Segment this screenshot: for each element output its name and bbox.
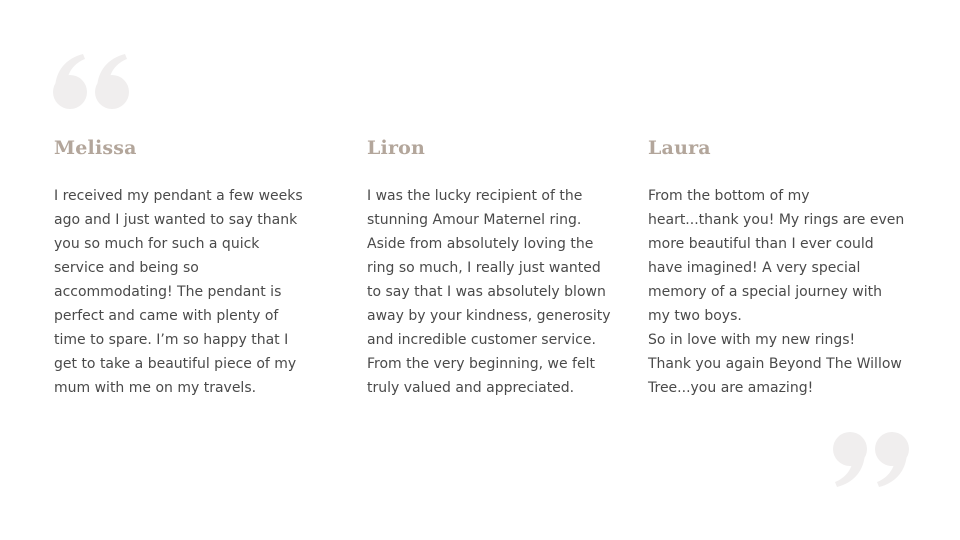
testimonial-text: [648, 184, 905, 400]
testimonial-line: truly valued and appreciated.: [367, 380, 575, 396]
testimonial-line: I was the lucky recipient of the: [367, 188, 583, 204]
double-quote-close-icon: [831, 431, 909, 487]
testimonial-name: Laura: [648, 137, 711, 159]
testimonial-line: and incredible customer service.: [367, 332, 596, 348]
testimonial-name: Liron: [367, 137, 426, 159]
testimonial-line: you so much for such a quick: [54, 236, 260, 252]
testimonial-text: [367, 184, 611, 400]
testimonial-line: From the bottom of my: [648, 188, 810, 204]
testimonial-line: heart...thank you! My rings are even: [648, 212, 905, 228]
testimonial-line: have imagined! A very special: [648, 260, 861, 276]
testimonial-laura: [648, 132, 905, 400]
testimonial-line: perfect and came with plenty of: [54, 308, 279, 324]
testimonial-line: So in love with my new rings!: [648, 332, 856, 348]
testimonial-name: Melissa: [54, 137, 137, 159]
testimonial-line: From the very beginning, we felt: [367, 356, 595, 372]
testimonial-line: stunning Amour Maternel ring.: [367, 212, 582, 228]
testimonial-line: more beautiful than I ever could: [648, 236, 874, 252]
double-quote-open-icon: [53, 54, 131, 110]
testimonial-line: to say that I was absolutely blown: [367, 284, 606, 300]
testimonial-line: ring so much, I really just wanted: [367, 260, 601, 276]
testimonial-line: service and being so: [54, 260, 199, 276]
testimonial-line: ago and I just wanted to say thank: [54, 212, 298, 228]
testimonial-line: memory of a special journey with: [648, 284, 882, 300]
testimonial-line: accommodating! The pendant is: [54, 284, 282, 300]
testimonial-line: Thank you again Beyond The Willow: [648, 356, 902, 372]
testimonial-liron: [367, 132, 611, 400]
testimonial-line: Aside from absolutely loving the: [367, 236, 594, 252]
testimonial-text: [54, 184, 303, 400]
testimonial-line: I received my pendant a few weeks: [54, 188, 303, 204]
testimonial-line: time to spare. I’m so happy that I: [54, 332, 289, 348]
testimonial-line: away by your kindness, generosity: [367, 308, 611, 324]
testimonial-line: my two boys.: [648, 308, 742, 324]
testimonial-melissa: [54, 132, 303, 400]
testimonial-line: mum with me on my travels.: [54, 380, 257, 396]
testimonial-line: get to take a beautiful piece of my: [54, 356, 297, 372]
testimonial-line: Tree...you are amazing!: [648, 380, 814, 396]
